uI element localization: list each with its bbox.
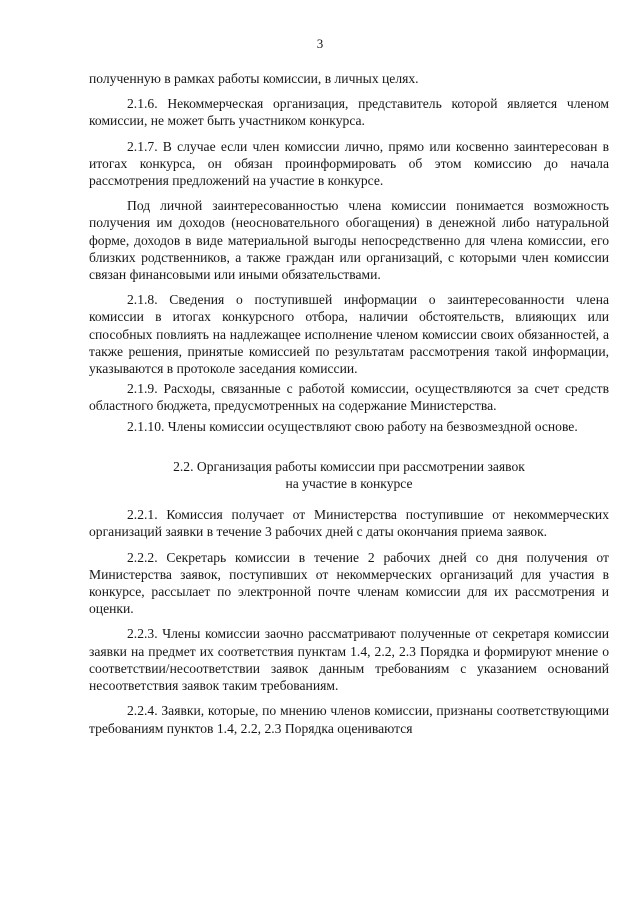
paragraph-2-2-2: 2.2.2. Секретарь комиссии в течение 2 рабочих дней со дня получения от Министерства заявок, поступивших от некоммерческих организаций для участия в конкурсе, рассылает по электронной почте членам комиссии для их рассмотрения и оценки. [89,549,609,617]
paragraph-2-1-9: 2.1.9. Расходы, связанные с работой комиссии, осуществляются за счет средств областного бюджета, предусмотренных на содержание Министерства. [89,381,609,414]
paragraph-2-2-4: 2.2.4. Заявки, которые, по мнению членов комиссии, признаны соответствующими требованиям пунктов 1.4, 2.2, 2.3 Порядка оцениваются [89,703,609,736]
page-number: 3 [316,36,324,51]
paragraph-personal-interest: Под личной заинтересованностью члена комиссии понимается возможность получения им доходов (неосновательного обогащения) в денежной либо натуральной форме, доходов в виде материальной выгоды непосредственно для члена комиссии, его близких родственников, а также граждан или организаций, с которыми член комиссии связан финансовыми или иными обязательствами. [89,198,609,283]
section-heading-line-2: на участие в конкурсе [285,476,413,492]
paragraph-continuation: полученную в рамках работы комиссии, в личных целях. [89,71,419,86]
paragraph-2-1-10: 2.1.10. Члены комиссии осуществляют свою работу на безвозмездной основе. [127,418,578,434]
document-body [89,70,609,745]
section-heading-line-1: 2.2. Организация работы комиссии при рассмотрении заявок [173,458,525,474]
paragraph-2-2-3: 2.2.3. Члены комиссии заочно рассматривают полученные от секретаря комиссии заявки на предмет их соответствия пунктам 1.4, 2.2, 2.3 Порядка и формируют мнение о соответствии/несоответствии заявок данным требованиям с указанием оснований несоответствия заявок таким требованиям. [89,626,609,694]
paragraph-2-1-6: 2.1.6. Некоммерческая организация, представитель которой является членом комиссии, не может быть участником конкурса. [89,96,609,129]
paragraph-2-1-7: 2.1.7. В случае если член комиссии лично, прямо или косвенно заинтересован в итогах конкурса, он обязан проинформировать об этом комиссию до начала рассмотрения предложений на участие в конкурсе. [89,138,609,189]
section-heading-2-2 [89,458,609,492]
paragraph-2-1-8: 2.1.8. Сведения о поступившей информации о заинтересованности члена комиссии в итогах конкурсного отбора, наличии обстоятельств, влияющих или способных повлиять на надлежащее исполнение членом комиссии своих обязанностей, а также решения, принятые комиссией по результатам рассмотрения такой информации, указываются в протоколе заседания комиссии. [89,292,609,377]
paragraph-2-2-1: 2.2.1. Комиссия получает от Министерства поступившие от некоммерческих организаций заявки в течение 3 рабочих дней с даты окончания приема заявок. [89,507,609,540]
